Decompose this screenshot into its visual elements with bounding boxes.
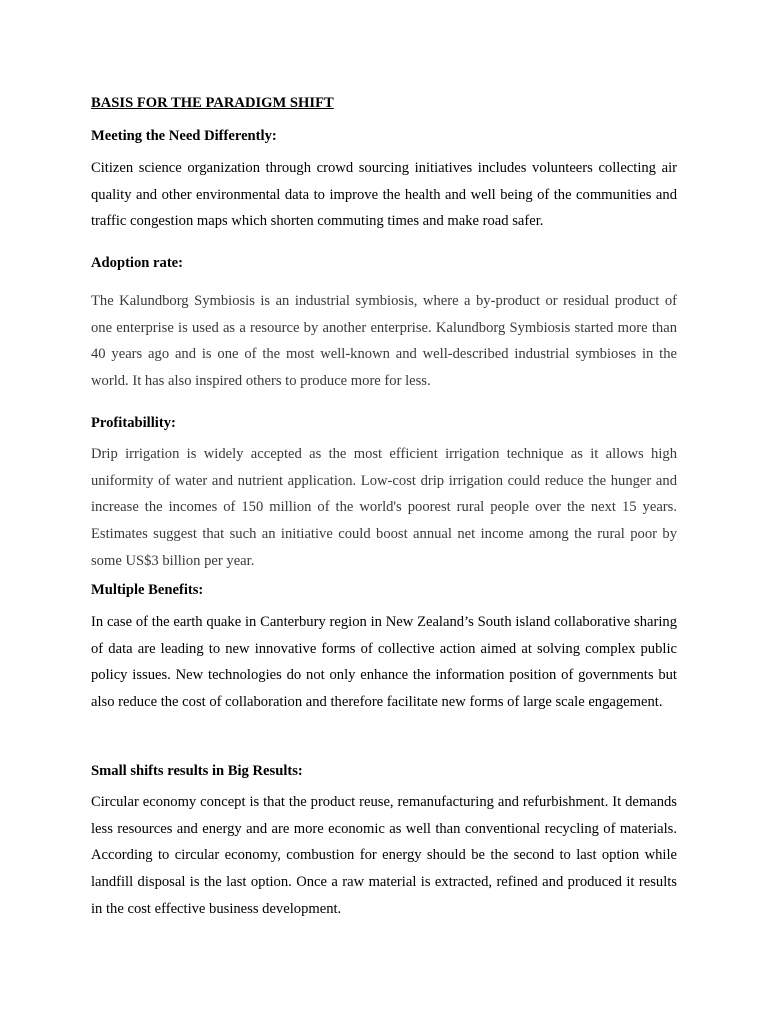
section-heading-adoption-rate: Adoption rate: bbox=[91, 255, 184, 271]
section-body-profitability: Drip irrigation is widely accepted as the most efficient irrigation technique as it allows high uniformity of water and nutrient application. Low-cost drip irrigation could reduce the hunger and increase the incomes of 150 million of the world's poorest rural people over the next 15 years. Estimates suggest that such an initiative could boost annual net income among the rural poor by some US$3 billion per year. bbox=[91, 446, 677, 569]
section-body-small-shifts: Circular economy concept is that the product reuse, remanufacturing and refurbishment. It demands less resources and energy and are more economic as well than conventional recycling of materials. According to circular economy, combustion for energy should be the second to last option while landfill disposal is the last option. Once a raw material is extracted, refined and produced it results in the cost effective business development. bbox=[91, 794, 677, 917]
section-body-meeting-need: Citizen science organization through crowd sourcing initiatives includes volunteers collecting air quality and other environmental data to improve the health and well being of the communities and traffic congestion maps which shorten commuting times and make road safer. bbox=[91, 160, 677, 230]
section-body-multiple-benefits: In case of the earth quake in Canterbury region in New Zealand’s South island collaborative sharing of data are leading to new innovative forms of collective action aimed at solving complex public policy issues. New technologies do not only enhance the information position of governments but also reduce the cost of collaboration and therefore facilitate new forms of large scale engagement. bbox=[91, 614, 677, 711]
section-heading-profitability: Profitabillity: bbox=[91, 415, 176, 431]
section-body-adoption-rate: The Kalundborg Symbiosis is an industrial symbiosis, where a by-product or residual product of one enterprise is used as a resource by another enterprise. Kalundborg Symbiosis started more than 40 years ago and is one of the most well-known and well-described industrial symbioses in the world. It has also inspired others to produce more for less. bbox=[91, 293, 677, 390]
section-heading-small-shifts: Small shifts results in Big Results: bbox=[91, 763, 303, 779]
section-heading-meeting-need: Meeting the Need Differently: bbox=[91, 128, 277, 144]
document-title: BASIS FOR THE PARADIGM SHIFT bbox=[91, 95, 334, 111]
section-heading-multiple-benefits: Multiple Benefits: bbox=[91, 582, 204, 598]
